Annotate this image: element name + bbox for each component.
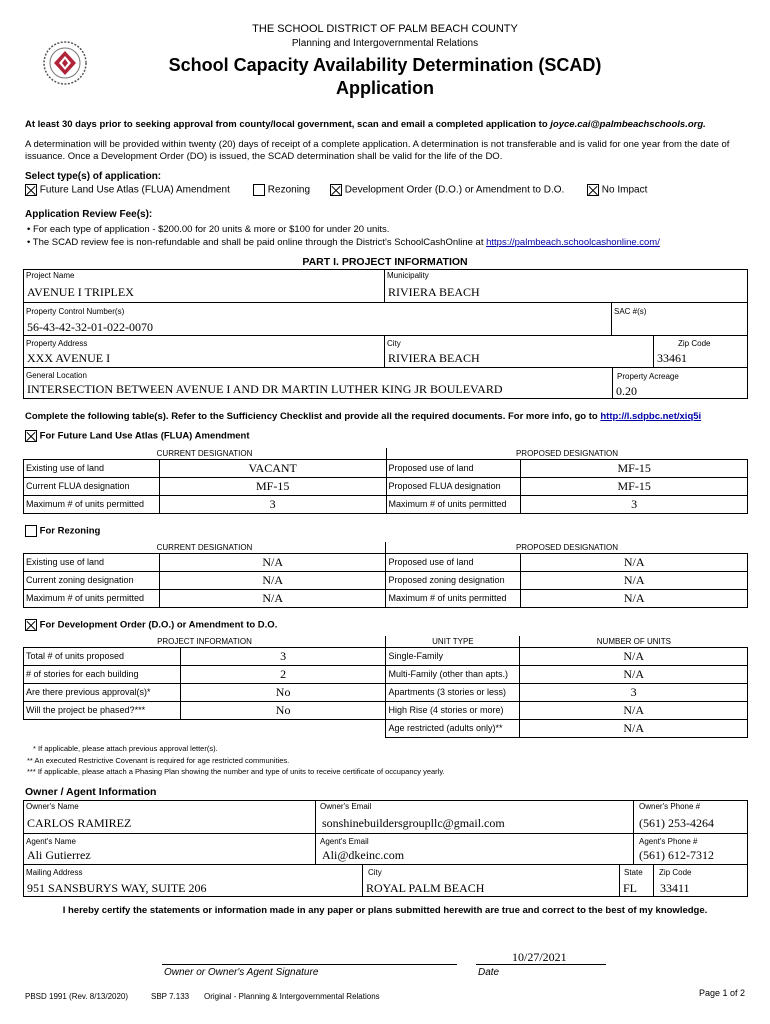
table-row: Existing use of land N/A Proposed use of land N/A <box>24 553 748 571</box>
type-flua[interactable]: Future Land Use Atlas (FLUA) Amendment <box>25 184 230 196</box>
district-name: THE SCHOOL DISTRICT OF PALM BEACH COUNTY <box>252 23 518 35</box>
table-row: Will the project be phased?*** No High Rise (4 stories or more) N/A <box>24 701 748 719</box>
table-row: # of stories for each building 2 Multi-Family (other than apts.) N/A <box>24 665 748 683</box>
zip-cell: Zip Code 33461 <box>653 335 748 368</box>
form-title-line2: Application <box>336 78 434 98</box>
types-heading: Select type(s) of application: <box>25 171 162 182</box>
flua-checkbox[interactable] <box>25 184 37 196</box>
flua-section-checkbox[interactable] <box>25 430 37 442</box>
sbp-number: SBP 7.133 <box>151 992 190 1001</box>
fees-heading: Application Review Fee(s): <box>25 209 153 220</box>
owner-email-cell: Owner's Email sonshinebuildersgroupllc@gmail.com <box>315 800 634 834</box>
pcn[interactable]: 56-43-42-32-01-022-0070 <box>27 320 153 334</box>
municipality[interactable]: RIVIERA BEACH <box>388 285 480 299</box>
owner-phone-cell: Owner's Phone # (561) 253-4264 <box>633 800 748 834</box>
part1-heading: PART I. PROJECT INFORMATION <box>302 256 468 268</box>
agent-name[interactable]: Ali Gutierrez <box>27 848 91 862</box>
tables-intro: Complete the following table(s). Refer to the Sufficiency Checklist and provide all the required documents. For more info, go to http://l.sdpbc.net/xiq5i <box>25 411 702 422</box>
pcn-cell: Property Control Number(s) 56-43-42-32-01-022-0070 <box>23 302 612 336</box>
submission-notice: At least 30 days prior to seeking approval from county/local government, scan and email a completed application to joyce.cai@palmbeachschools.org. <box>25 119 706 130</box>
mailing-address[interactable]: 951 SANSBURYS WAY, SUITE 206 <box>27 881 207 895</box>
do-section-checkbox[interactable] <box>25 619 37 631</box>
property-zip[interactable]: 33461 <box>657 351 687 365</box>
owner-city[interactable]: ROYAL PALM BEACH <box>366 881 485 895</box>
department-name: Planning and Intergovernmental Relations <box>291 38 479 49</box>
do-checkbox[interactable] <box>330 184 342 196</box>
owner-name-cell: Owner's Name CARLOS RAMIREZ <box>23 800 316 834</box>
certification-statement: I hereby certify the statements or information made in any paper or plans submitted herewith are true and correct to the best of my knowledge. <box>62 905 708 916</box>
project-name[interactable]: AVENUE I TRIPLEX <box>27 285 134 299</box>
type-do[interactable]: Development Order (D.O.) or Amendment to D.O. <box>330 184 564 196</box>
city-cell: City RIVIERA BEACH <box>384 335 654 368</box>
table-row: Maximum # of units permitted N/A Maximum # of units permitted N/A <box>24 589 748 607</box>
table-row: Current zoning designation N/A Proposed zoning designation N/A <box>24 571 748 589</box>
property-address[interactable]: XXX AVENUE I <box>27 351 111 365</box>
property-acreage[interactable]: 0.20 <box>616 384 637 398</box>
table-row: Total # of units proposed 3 Single-Family N/A <box>24 647 748 665</box>
owner-phone[interactable]: (561) 253-4264 <box>639 816 714 830</box>
contact-email: joyce.cai@palmbeachschools.org. <box>550 119 706 130</box>
form-number: PBSD 1991 (Rev. 8/13/2020) <box>25 992 129 1001</box>
schoolcash-link[interactable]: https://palmbeach.schoolcashonline.com/ <box>486 237 660 248</box>
owner-city-cell: City ROYAL PALM BEACH <box>362 864 620 897</box>
location-cell: General Location INTERSECTION BETWEEN AVENUE I AND DR MARTIN LUTHER KING JR BOULEVARD <box>23 367 613 399</box>
owner-heading: Owner / Agent Information <box>25 786 157 798</box>
type-rezoning[interactable]: Rezoning <box>253 184 310 196</box>
agent-phone-cell: Agent's Phone # (561) 612-7312 <box>633 833 748 865</box>
mailing-address-cell: Mailing Address 951 SANSBURYS WAY, SUITE 206 <box>23 864 363 897</box>
project-name-cell: Project Name AVENUE I TRIPLEX <box>23 269 385 303</box>
fee-bullet-1: • For each type of application - $200.00 for 20 units & more or $100 for under 20 units. <box>27 224 390 235</box>
owner-state[interactable]: FL <box>623 881 638 895</box>
table-row: Are there previous approval(s)* No Apartments (3 stories or less) 3 <box>24 683 748 701</box>
agent-name-cell: Agent's Name Ali Gutierrez <box>23 833 316 865</box>
sac-cell[interactable]: SAC #(s) <box>611 302 748 336</box>
determination-text: A determination will be provided within twenty (20) days of receipt of a complete application. A determination is not transferable and is valid for one year from the date of issuance. Once a Development Order (DO) is issued, the SCAD determination shall be valid for the life of the DO. <box>25 139 730 162</box>
rezoning-checkbox[interactable] <box>253 184 265 196</box>
page-number: Page 1 of 2 <box>699 988 746 998</box>
owner-zip[interactable]: 33411 <box>660 881 690 895</box>
table-row: Existing use of land VACANT Proposed use of land MF-15 <box>24 459 748 477</box>
agent-phone[interactable]: (561) 612-7312 <box>639 848 714 862</box>
footnote-1: * If applicable, please attach previous approval letter(s). <box>33 744 218 753</box>
general-location[interactable]: INTERSECTION BETWEEN AVENUE I AND DR MARTIN LUTHER KING JR BOULEVARD <box>27 382 503 396</box>
agent-email-cell: Agent's Email Ali@dkeinc.com <box>315 833 634 865</box>
do-table: PROJECT INFORMATION UNIT TYPE NUMBER OF UNITS Total # of units proposed 3 Single-Family N/A # of stories for each building 2 Multi-Family (other than apts.) N/A Are there previous approval(s)* No Apartments (3 stories or less) 3 Will the project be phased?*** No High Rise (4 stories or more) N/A Age restricted (adults only)** N/A <box>23 636 748 738</box>
original-routing: Original - Planning & Intergovernmental Relations <box>204 992 380 1001</box>
signature-date[interactable]: 10/27/2021 <box>512 950 567 964</box>
rezoning-section-title[interactable]: For Rezoning <box>25 525 100 537</box>
table-row: Maximum # of units permitted 3 Maximum # of units permitted 3 <box>24 495 748 513</box>
agent-email[interactable]: Ali@dkeinc.com <box>322 848 405 862</box>
date-label: Date <box>478 967 500 978</box>
owner-email[interactable]: sonshinebuildersgroupllc@gmail.com <box>322 816 505 830</box>
property-city[interactable]: RIVIERA BEACH <box>388 351 480 365</box>
municipality-cell: Municipality RIVIERA BEACH <box>384 269 748 303</box>
signature-line[interactable] <box>162 964 457 965</box>
acreage-cell: Property Acreage 0.20 <box>612 367 748 399</box>
date-line <box>476 964 606 965</box>
address-cell: Property Address XXX AVENUE I <box>23 335 385 368</box>
table-row: Age restricted (adults only)** N/A <box>24 719 748 737</box>
owner-name[interactable]: CARLOS RAMIREZ <box>27 816 132 830</box>
type-no-impact[interactable]: No Impact <box>587 184 647 196</box>
sufficiency-link[interactable]: http://l.sdpbc.net/xiq5i <box>600 411 702 422</box>
do-section-title[interactable]: For Development Order (D.O.) or Amendment to D.O. <box>25 619 277 631</box>
footnote-2: ** An executed Restrictive Covenant is required for age restricted communities. <box>27 756 290 765</box>
form-title: School Capacity Availability Determination (SCAD) <box>168 55 602 75</box>
state-cell: State FL <box>619 864 654 897</box>
fee-bullet-2: • The SCAD review fee is non-refundable and shall be paid online through the District's SchoolCashOnline at https://palmbeach.schoolcashonline.com/ <box>27 237 660 248</box>
flua-section-title[interactable]: For Future Land Use Atlas (FLUA) Amendment <box>25 430 250 442</box>
footnote-3: *** If applicable, please attach a Phasing Plan showing the number and type of units to receive certificate of occupancy yearly. <box>27 767 445 776</box>
signature-label: Owner or Owner's Agent Signature <box>164 967 319 978</box>
rezoning-section-checkbox[interactable] <box>25 525 37 537</box>
table-row: Current FLUA designation MF-15 Proposed FLUA designation MF-15 <box>24 477 748 495</box>
flua-table: CURRENT DESIGNATION PROPOSED DESIGNATION Existing use of land VACANT Proposed use of land MF-15 Current FLUA designation MF-15 Proposed FLUA designation MF-15 Maximum # of units permitted 3 Maximum # of units permitted 3 <box>23 448 748 514</box>
rezoning-table: CURRENT DESIGNATION PROPOSED DESIGNATION Existing use of land N/A Proposed use of land N/A Current zoning designation N/A Proposed zoning designation N/A Maximum # of units permitted N/A Maximum # of units permitted N/A <box>23 542 748 608</box>
owner-zip-cell: Zip Code 33411 <box>653 864 748 897</box>
no-impact-checkbox[interactable] <box>587 184 599 196</box>
